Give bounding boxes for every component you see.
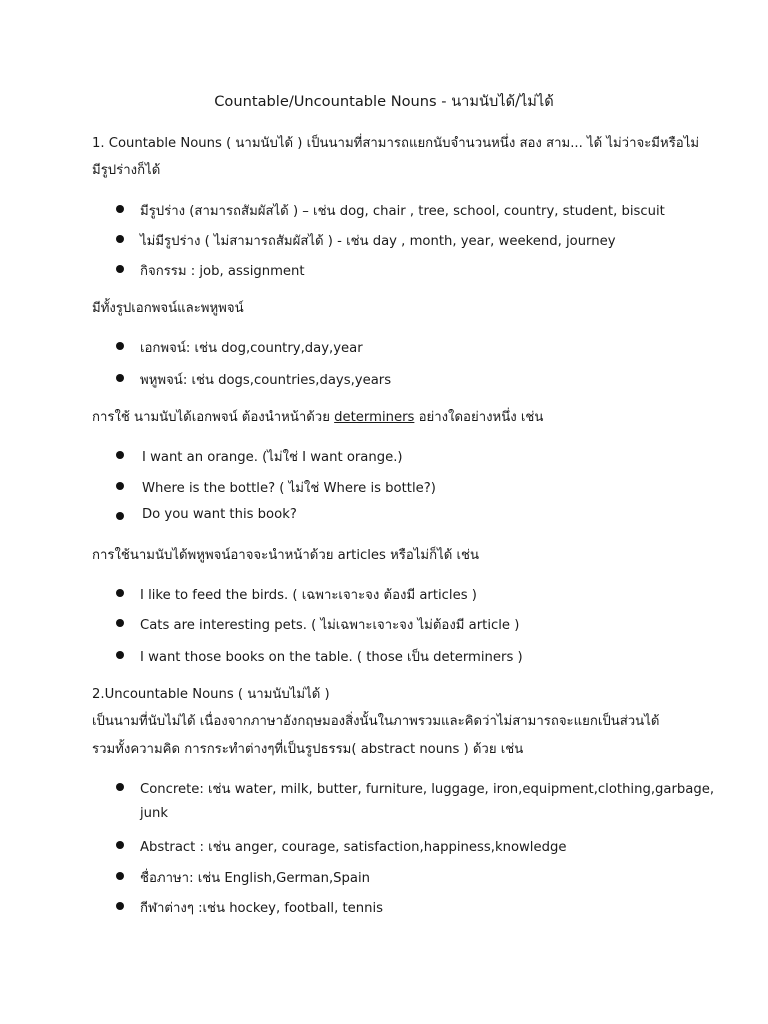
- determiners-term: determiners: [334, 410, 415, 425]
- uncountable-desc-line1: เป็นนามที่นับไม่ได้ เนื่องจากภาษาอังกฤษมองสิ่งนั้นในภาพรวมและคิดว่าไม่สามารถจะแยกเป็นส่วนได้: [92, 714, 660, 729]
- determiners-heading-before: การใช้ นามนับได้เอกพจน์ ต้องนำหน้าด้วย: [92, 410, 335, 425]
- bullet-icon: [116, 651, 124, 659]
- list-item-text: ไม่มีรูปร่าง ( ไม่สามารถสัมผัสได้ ) - เช่น day , month, year, weekend, journey: [140, 234, 616, 249]
- countable-heading-line2: มีรูปร่างก็ได้: [92, 163, 161, 178]
- list-item-text: I want an orange. (ไม่ใช่ I want orange.): [142, 450, 403, 465]
- list-item-text: Do you want this book?: [142, 507, 297, 522]
- bullet-icon: [116, 589, 124, 597]
- list-item-text: Concrete: เช่น water, milk, butter, furniture, luggage, iron,equipment,clothing,garbage,: [140, 782, 715, 797]
- bullet-icon: [116, 235, 124, 243]
- determiners-heading: [92, 406, 692, 427]
- list-item-text: Where is the bottle? ( ไม่ใช่ Where is bottle?): [142, 481, 436, 496]
- countable-heading-line1: 1. Countable Nouns ( นามนับได้ ) เป็นนามที่สามารถแยกนับจำนวนหนึ่ง สอง สาม... ได้ ไม่ว่าจะมีหรือไม่: [92, 136, 700, 151]
- list-item-text: มีรูปร่าง (สามารถสัมผัสได้ ) – เช่น dog, chair , tree, school, country, student, biscuit: [140, 204, 665, 219]
- list-item-text: Abstract : เช่น anger, courage, satisfaction,happiness,knowledge: [140, 840, 567, 855]
- list-item-text: กิจกรรม : job, assignment: [140, 264, 305, 279]
- bullet-icon: [116, 512, 124, 520]
- list-item-text: I like to feed the birds. ( เฉพาะเจาะจง ต้องมี articles ): [140, 588, 477, 603]
- list-item-text: กีฬาต่างๆ :เช่น hockey, football, tennis: [140, 901, 383, 916]
- page-title: Countable/Uncountable Nouns - นามนับได้/ไม่ได้: [214, 93, 554, 110]
- bullet-icon: [116, 265, 124, 273]
- bullet-icon: [116, 451, 124, 459]
- plural-heading: การใช้นามนับได้พหูพจน์อาจจะนำหน้าด้วย articles หรือไม่ก็ได้ เช่น: [92, 548, 479, 563]
- list-item-text: พหูพจน์: เช่น dogs,countries,days,years: [140, 373, 392, 388]
- uncountable-heading: 2.Uncountable Nouns ( นามนับไม่ได้ ): [92, 687, 330, 702]
- bullet-icon: [116, 902, 124, 910]
- bullet-icon: [116, 619, 124, 627]
- bullet-icon: [116, 205, 124, 213]
- bullet-icon: [116, 342, 124, 350]
- bullet-icon: [116, 841, 124, 849]
- list-item-text: เอกพจน์: เช่น dog,country,day,year: [140, 341, 363, 356]
- list-item-text: Cats are interesting pets. ( ไม่เฉพาะเจาะจง ไม่ต้องมี article ): [140, 618, 520, 633]
- determiners-heading-after: อย่างใดอย่างหนึ่ง เช่น: [414, 410, 544, 425]
- bullet-icon: [116, 783, 124, 791]
- bullet-icon: [116, 482, 124, 490]
- list-item-continuation: junk: [140, 806, 169, 821]
- list-item-text: ชื่อภาษา: เช่น English,German,Spain: [140, 871, 371, 886]
- bullet-icon: [116, 872, 124, 880]
- bullet-icon: [116, 374, 124, 382]
- forms-heading: มีทั้งรูปเอกพจน์และพหูพจน์: [92, 301, 244, 316]
- uncountable-desc-line2: รวมทั้งความคิด การกระทำต่างๆที่เป็นรูปธรรม( abstract nouns ) ด้วย เช่น: [92, 742, 524, 757]
- list-item-text: I want those books on the table. ( those เป็น determiners ): [140, 650, 523, 665]
